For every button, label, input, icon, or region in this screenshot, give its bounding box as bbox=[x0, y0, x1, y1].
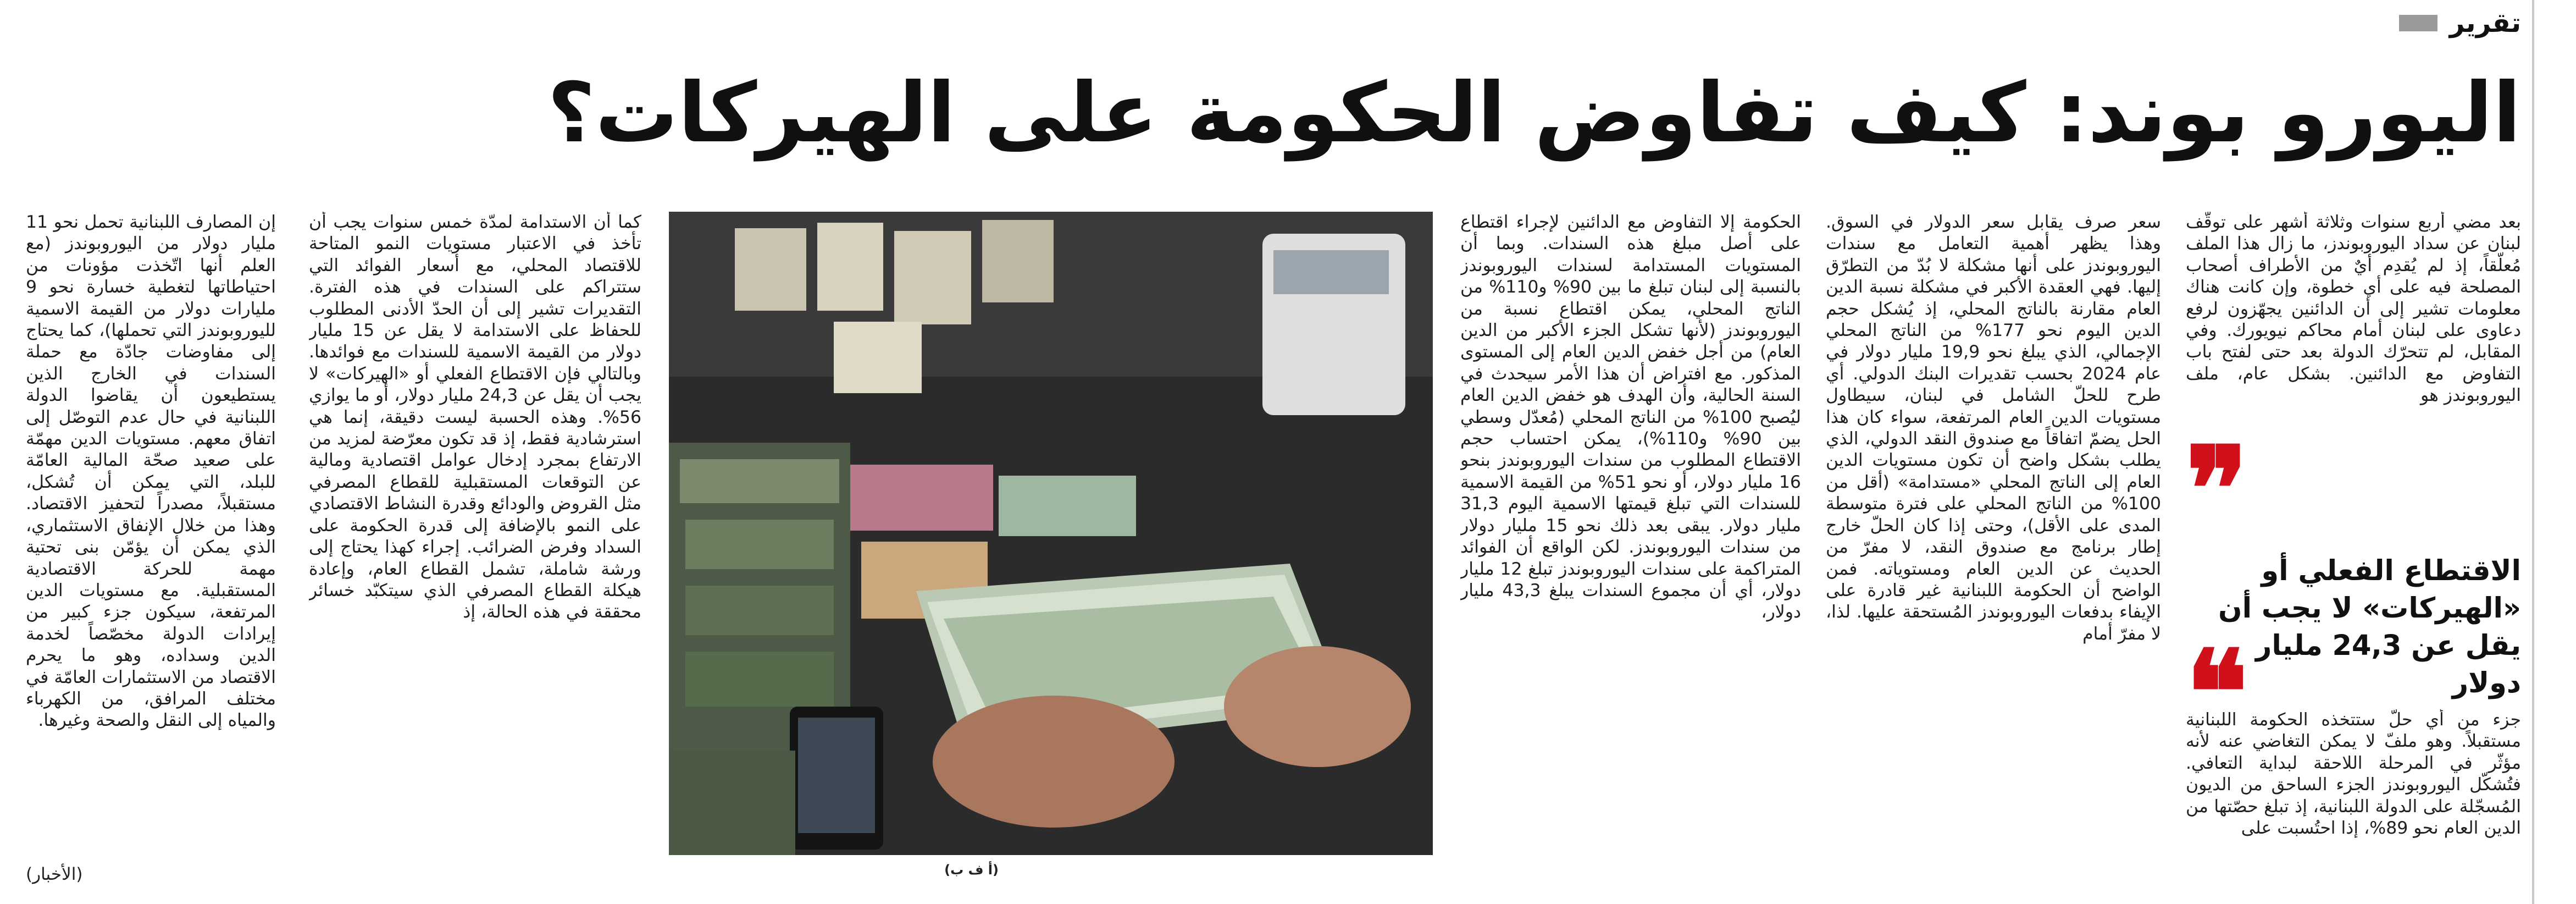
section-tag-bar bbox=[2399, 15, 2437, 31]
page-right-rule bbox=[2532, 0, 2534, 904]
article-column-5 bbox=[26, 212, 276, 885]
article-signoff: (الأخبار) bbox=[26, 864, 83, 884]
article-headline: اليورو بوند: كيف تفاوض الحكومة على الهيركات؟ bbox=[547, 65, 2521, 161]
photo-credit: (أ ف ب) bbox=[944, 862, 999, 878]
column-2-text: سعر صرف يقابل سعر الدولار في السوق. وهذا يظهر أهمية التعامل مع سندات اليوروبوندز على أنها مشكلة لا بُدّ من التطرّق إليها. فهي العقدة الأكبر في مشكلة نسبة الدين العام مقارنة بالناتج المحلي، إذ يُشكل حجم الدين اليوم نحو 177% من الناتج المحلي الإجمالي، الذي يبلغ نحو 19,9 مليار دولار في عام 2024 بحسب تقديرات البنك الدولي. أي طرح للحلّ الشامل في لبنان، سيطاول مستويات الدين العام المرتفعة، سواء كان هذا الحل يضمّ اتفاقاً مع صندوق النقد الدولي، الذي يطلب بشكل واضح أن تكون مستويات الدين العام إلى الناتج المحلي «مستدامة» (أقل من 100% من الناتج المحلي على فترة متوسطة المدى على الأقل)، وحتى إذا كان الحلّ خارج إطار برنامج مع صندوق النقد، لا مفرّ من الحديث عن الدين العام ومستوياته. فمن الواضح أن الحكومة اللبنانية غير قادرة على الإيفاء بدفعات اليوروبوندز المُستحقة عليها. لذا، لا مفرّ أمام bbox=[1826, 212, 2161, 644]
column-1-text-bottom: جزء من أي حلّ ستتخذه الحكومة اللبنانية مستقبلاً. وهو ملفّ لا يمكن التغاضي عنه لأنه مؤثّر في المرحلة اللاحقة لبداية التعافي. فتُشكّل اليوروبوندز الجزء الساحق من الديون المُسجّلة على الدولة اللبنانية، إذ تبلغ حصّتها من الدين العام نحو 89%، إذا احتُسبت على bbox=[2186, 710, 2521, 839]
quote-close-icon: ❝ bbox=[2186, 625, 2248, 760]
section-tag bbox=[2399, 8, 2521, 38]
pull-quote-text: الاقتطاع الفعلي أو «الهيركات» لا يجب أن يقل عن 24,3 مليار دولار bbox=[2218, 555, 2521, 699]
article-photo bbox=[669, 212, 1433, 855]
column-1-text-top: بعد مضي أربع سنوات وثلاثة أشهر على توقّف لبنان عن سداد اليوروبوندز، ما زال هذا الملف مُعلّقاً، إذ لم يُقدِم أيٌ من الأطراف أصحاب المصلحة فيه على أي خطوة، وإن كانت هناك معلومات تشير إلى أن الدائنين يجهّزون لرفع دعاوى على لبنان أمام محاكم نيويورك. وفي المقابل، لم تتحرّك الدولة بعد حتى لفتح باب التفاوض مع الدائنين. بشكل عام، ملف اليوروبوندز هو bbox=[2186, 212, 2521, 406]
column-3-text: الحكومة إلا التفاوض مع الدائنين لإجراء اقتطاع على أصل مبلغ هذه السندات. وبما أن المستويات المستدامة لسندات اليوروبوندز بالنسبة إلى لبنان تبلغ ما بين 90% و110% من الناتج المحلي، يمكن اقتطاع نسبة من اليوروبوندز (لأنها تشكل الجزء الأكبر من الدين العام) من أجل خفض الدين العام إلى المستوى المذكور. مع افتراض أن هذا الأمر سيحدث في السنة الحالية، وأن الهدف هو خفض الدين العام ليُصبح 100% من الناتج المحلي (مُعدّل وسطي بين 90% و110%)، يمكن احتساب حجم الاقتطاع المطلوب من سندات اليوروبوندز بنحو 16 مليار دولار، أو نحو 51% من القيمة الاسمية للسندات التي تبلغ قيمتها الاسمية اليوم 31,3 مليار دولار. يبقى بعد ذلك نحو 15 مليار دولار من سندات اليوروبوندز. لكن الواقع أن الفوائد المتراكمة على سندات اليوروبوندز تبلغ 12 مليار دولار، أي أن مجموع السندات يبلغ 43,3 مليار دولار، bbox=[1460, 212, 1801, 622]
quote-open-icon: ❞ bbox=[2186, 421, 2248, 557]
banknotes-photo-illustration bbox=[669, 212, 1433, 855]
article-column-4 bbox=[309, 212, 641, 885]
article-column-2 bbox=[1826, 212, 2161, 885]
column-5-text: إن المصارف اللبنانية تحمل نحو 11 مليار دولار من اليوروبوندز (مع العلم أنها اتّخذت مؤونات من احتياطاتها لتغطية خسارة نحو 9 مليارات دولار من القيمة الاسمية لليوروبوندز التي تحملها)، كما يحتاج إلى مفاوضات جادّة مع حملة السندات في الخارج الذين يستطيعون أن يقاضوا الدولة اللبنانية في حال عدم التوصّل إلى اتفاق معهم. مستويات الدين مهمّة على صعيد صحّة المالية العامّة للبلد، التي يمكن أن تُشكل، مستقبلاً، مصدراً لتحفيز الاقتصاد. وهذا من خلال الإنفاق الاستثماري، الذي يمكن أن يؤمّن بنى تحتية مهمة للحركة الاقتصادية المستقبلية. مع مستويات الدين المرتفعة، سيكون جزء كبير من إيرادات الدولة مخصّصاً لخدمة الدين وسداده، وهو ما يحرم الاقتصاد من الاستثمارات العامّة في مختلف المرافق، من الكهرباء والمياه إلى النقل والصحة وغيرها. bbox=[26, 212, 276, 731]
article-column-3 bbox=[1460, 212, 1801, 885]
section-tag-label: تقرير bbox=[2449, 8, 2521, 38]
pull-quote bbox=[2186, 421, 2521, 760]
article-column-1-lower bbox=[2186, 709, 2521, 891]
column-4-text: كما أن الاستدامة لمدّة خمس سنوات يجب أن تأخذ في الاعتبار مستويات النمو المتاحة للاقتصاد المحلي، مع أسعار الفوائد التي ستتراكم على السندات في هذه الفترة. التقديرات تشير إلى أن الحدّ الأدنى المطلوب للحفاظ على الاستدامة لا يقل عن 15 مليار دولار من القيمة الاسمية للسندات مع فوائدها. وبالتالي فإن الاقتطاع الفعلي أو «الهيركات» لا يجب أن يقل عن 24,3 مليار دولار، أو ما يوازي 56%. وهذه الحسبة ليست دقيقة، إنما هي استرشادية فقط، إذ قد تكون معرّضة لمزيد من الارتفاع بمجرد إدخال عوامل اقتصادية ومالية عن التوقعات المستقبلية للقطاع المصرفي مثل القروض والودائع وقدرة النشاط الاقتصادي على النمو بالإضافة إلى قدرة الحكومة على السداد وفرض الضرائب. إجراء كهذا يحتاج إلى ورشة شاملة، تشمل القطاع العام، وإعادة هيكلة القطاع المصرفي الذي سيتكبّد خسائر محققة في هذه الحالة، إذ bbox=[309, 212, 641, 622]
